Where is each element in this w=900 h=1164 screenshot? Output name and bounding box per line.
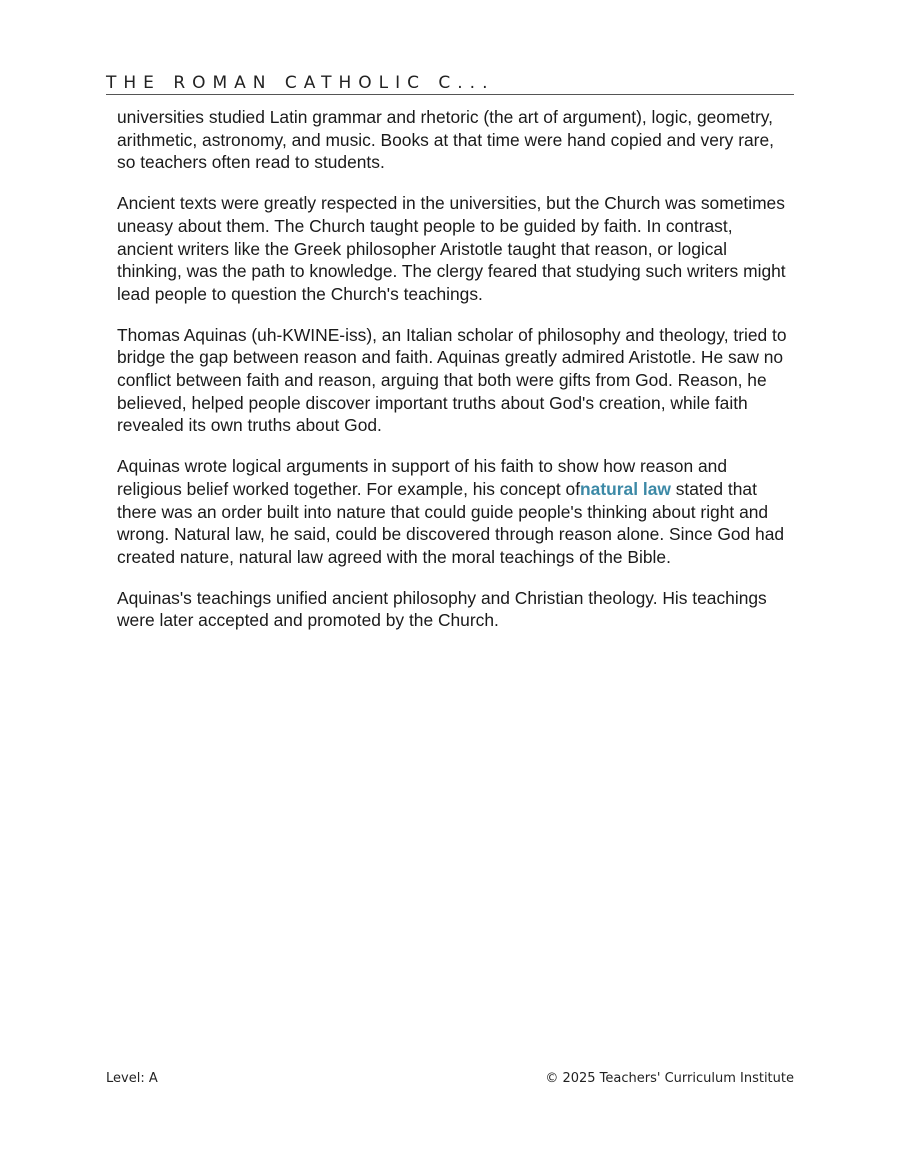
paragraph-natural-law-text-before: Aquinas wrote logical arguments in support of his faith to show how reason and religious belief worked together. For example, his concept of bbox=[117, 456, 727, 499]
page-header bbox=[106, 72, 794, 95]
reading-level: Level: A bbox=[106, 1071, 158, 1086]
paragraph-natural-law bbox=[117, 455, 789, 569]
paragraph-teachings-unified: Aquinas's teachings unified ancient philosophy and Christian theology. His teachings were later accepted and promoted by the Church. bbox=[117, 587, 767, 631]
article-body bbox=[117, 106, 789, 650]
paragraph-ancient-texts: Ancient texts were greatly respected in the universities, but the Church was sometimes uneasy about them. The Church taught people to be guided by faith. In contrast, ancient writers like the Greek philosopher Aristotle taught that reason, or logical thinking, was the path to knowledge. The clergy feared that studying such writers might lead people to question the Church's teachings. bbox=[117, 193, 786, 304]
paragraph-universities: universities studied Latin grammar and rhetoric (the art of argument), logic, geometry, arithmetic, astronomy, and music. Books at that time were hand copied and very rare, so teachers often read to students. bbox=[117, 107, 774, 173]
chapter-title: THE ROMAN CATHOLIC C... bbox=[106, 73, 495, 93]
paragraph-thomas-aquinas: Thomas Aquinas (uh-KWINE-iss), an Italian scholar of philosophy and theology, tried to bridge the gap between reason and faith. Aquinas greatly admired Aristotle. He saw no conflict between faith and reason, arguing that both were gifts from God. Reason, he believed, helped people discover important truths about God's creation, while faith revealed its own truths about God. bbox=[117, 324, 787, 436]
natural-law-glossary-link[interactable]: natural law bbox=[580, 478, 671, 499]
copyright-notice: © 2025 Teachers' Curriculum Institute bbox=[545, 1071, 794, 1086]
paragraph-natural-law-text-after: stated that there was an order built into nature that could guide people's thinking about right and wrong. Natural law, he said, could be discovered through reason alone. Since God had created nature, natural law agreed with the moral teachings of the Bible. bbox=[117, 478, 785, 567]
